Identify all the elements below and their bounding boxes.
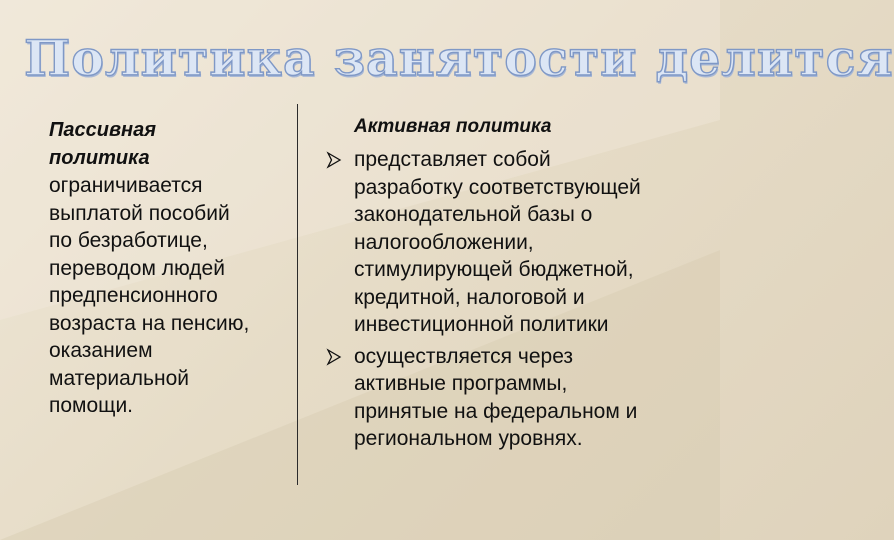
active-bullet-line: разработку соответствующей	[354, 175, 641, 199]
passive-text-line: ограничивается	[49, 174, 203, 197]
active-bullet-line: инвестиционной политики	[354, 313, 609, 336]
active-heading: Активная политика	[354, 116, 552, 137]
column-divider	[297, 104, 298, 485]
passive-text-line: возраста на пенсию,	[49, 311, 250, 335]
arrow-bullet-icon	[327, 349, 341, 365]
active-bullet-line: кредитной, налоговой и	[354, 285, 585, 309]
active-bullet-line: стимулирующей бюджетной,	[354, 258, 634, 281]
passive-text-line: выплатой пособий	[49, 201, 230, 225]
active-bullet-line: представляет собой	[354, 148, 551, 171]
active-bullet-line: законодательной базы о	[354, 203, 593, 226]
active-bullet-item	[327, 146, 697, 339]
passive-heading-line-2: политика	[49, 146, 150, 169]
active-bullet-item	[327, 343, 697, 453]
passive-text-line: помощи.	[49, 394, 134, 417]
active-bullet-line: активные программы,	[354, 372, 568, 395]
active-bullet-line: региональном уровнях.	[354, 427, 583, 450]
active-bullet-line: осуществляется через	[354, 344, 574, 368]
passive-text-line: оказанием	[49, 339, 153, 362]
passive-text-line: по безработице,	[49, 229, 208, 252]
passive-policy-column	[49, 117, 289, 420]
passive-heading-line-1: Пассивная	[49, 119, 157, 141]
passive-text-line: предпенсионного	[49, 284, 218, 307]
passive-text-line: материальной	[49, 366, 190, 390]
slide-title: Политика занятости делится	[24, 29, 894, 87]
passive-text-line: переводом людей	[49, 256, 225, 280]
active-bullet-line: налогообложении,	[354, 230, 534, 254]
active-bullet-line: принятые на федеральном и	[354, 399, 638, 423]
arrow-bullet-icon	[327, 152, 341, 168]
active-bullet-list	[327, 146, 697, 453]
active-policy-column	[327, 113, 697, 457]
